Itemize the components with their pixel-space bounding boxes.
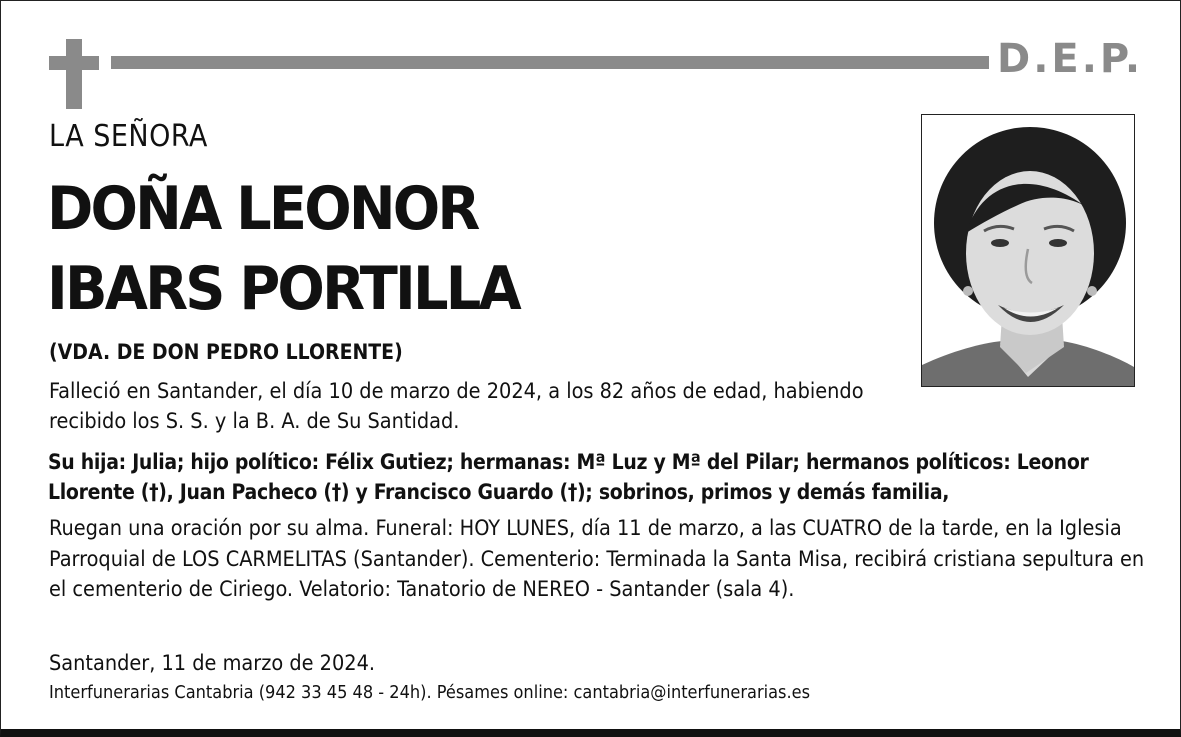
funeral-details: Ruegan una oración por su alma. Funeral: HOY LUNES, día 11 de marzo, a las CUATRO de la tarde, en la Iglesia Parroquial de LOS CARMELITAS (Santander). Cementerio: Terminada la Santa Misa, recibirá cristiana sepultura en el cementerio de Ciriego. Velatorio: Tanatorio de NEREO - Santander (sala 4). — [49, 516, 1145, 602]
header-rule — [111, 56, 989, 69]
portrait-photo — [921, 114, 1135, 387]
widow-of: (VDA. DE DON PEDRO LLORENTE) — [49, 340, 403, 364]
name-line-1: DOÑA LEONOR — [47, 174, 478, 244]
family-list: Su hija: Julia; hijo político: Félix Gutiez; hermanas: Mª Luz y Mª del Pilar; hermanos políticos: Leonor Llorente (†), Juan Pacheco (†) y Francisco Guardo (†); sobrinos, primos y demás familia, — [48, 450, 1089, 504]
agency-contact: Interfunerarias Cantabria (942 33 45 48 - 24h). Pésames online: cantabria@interfunerarias.es — [49, 682, 811, 703]
deceased-name — [47, 169, 519, 329]
dep-label: D.E.P. — [997, 36, 1144, 82]
death-notice: Falleció en Santander, el día 10 de marzo de 2024, a los 82 años de edad, habiendo recibido los S. S. y la B. A. de Su Santidad. — [49, 379, 864, 434]
honorific-title: LA SEÑORA — [49, 119, 208, 154]
name-line-2: IBARS PORTILLA — [47, 254, 519, 324]
cross-icon — [49, 39, 99, 109]
dateline: Santander, 11 de marzo de 2024. — [49, 651, 376, 676]
